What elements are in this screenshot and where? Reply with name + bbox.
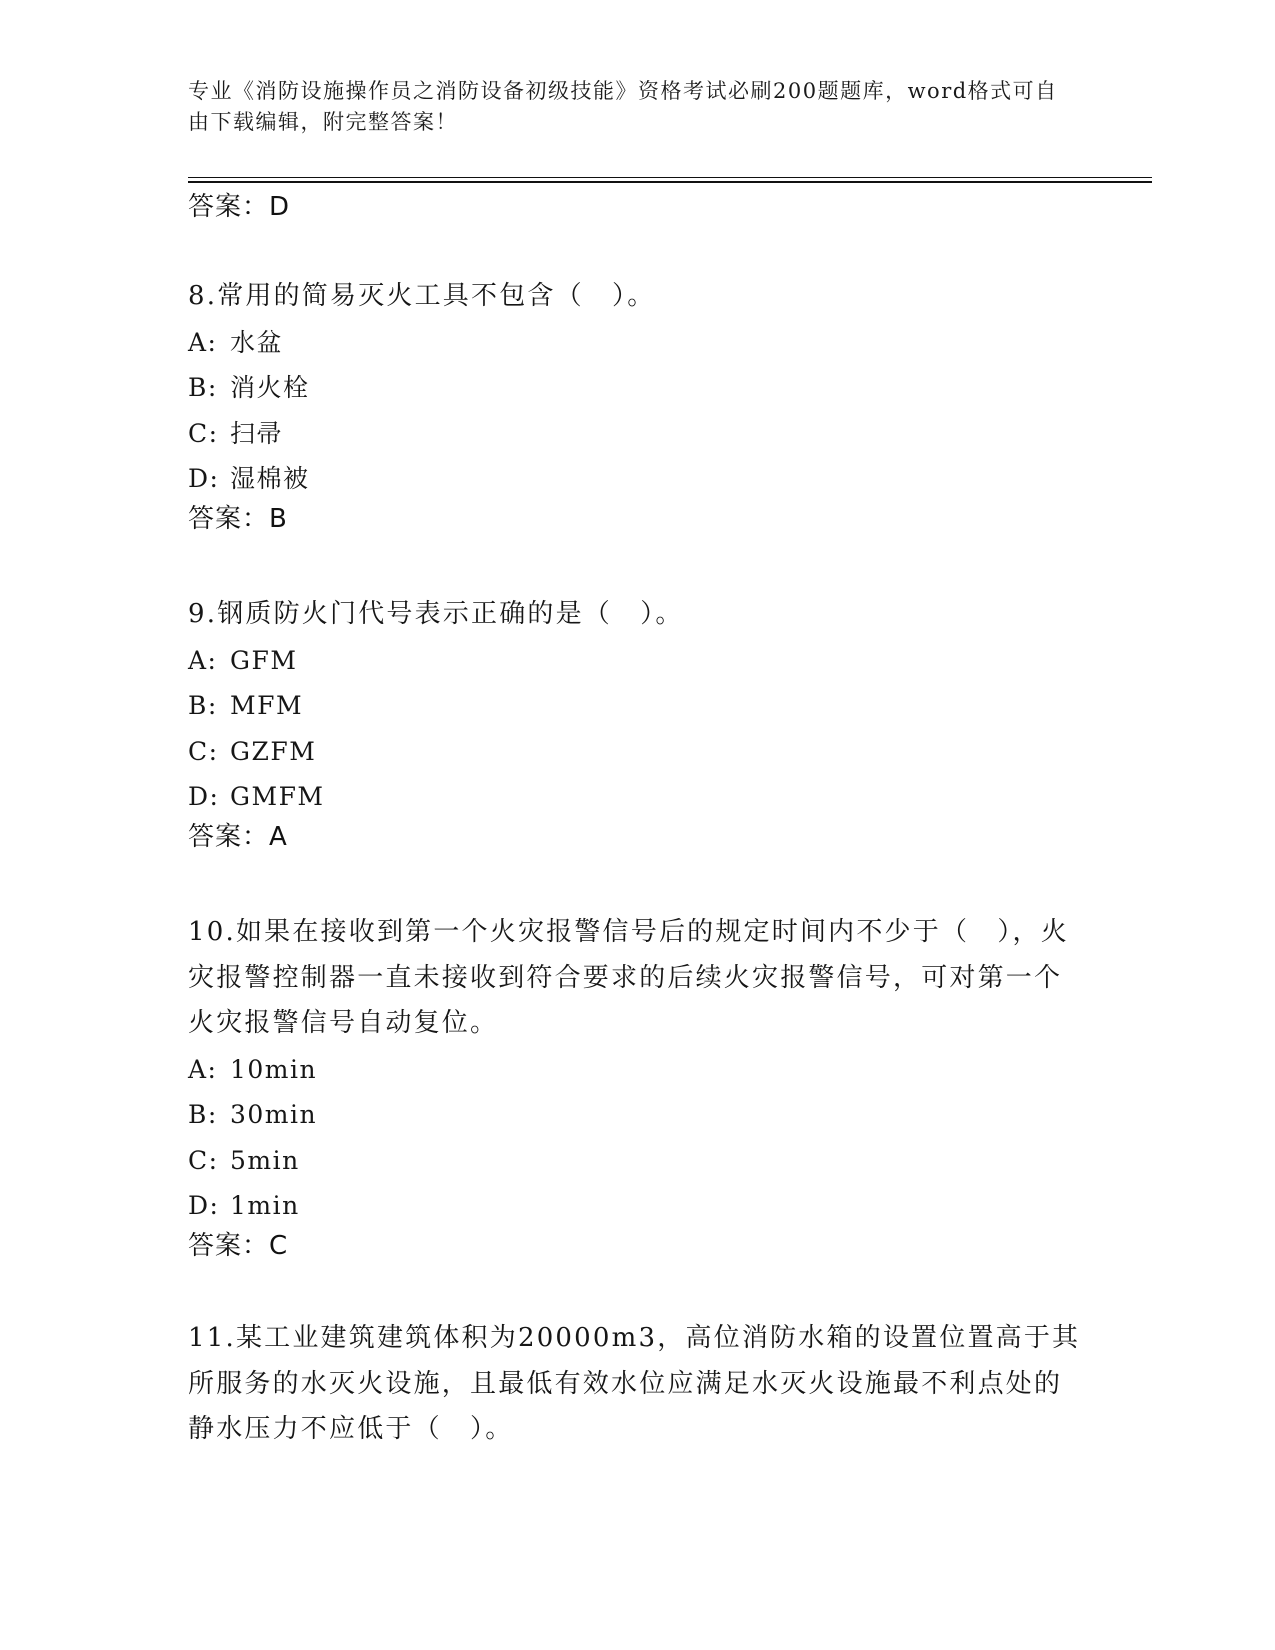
question-11 [188,1316,1088,1453]
answer: 答案：A [188,821,288,852]
option-text: 10min [230,1054,318,1084]
option-key: A: [188,327,218,357]
answer: 答案：C [188,1230,289,1261]
option-c [188,1138,1088,1184]
option-d [188,1183,1088,1229]
option-key: B: [188,373,218,402]
option-key: C: [188,418,219,448]
question-stem: 8.常用的简易灭火工具不包含（ ）。 [188,281,656,311]
option-key: A: [188,1054,218,1084]
header-divider-thick [188,181,1152,183]
question-stem: 9.钢质防火门代号表示正确的是（ ）。 [188,599,684,629]
question-9 [188,592,1088,854]
option-key: C: [188,736,219,766]
option-a [188,1047,1088,1093]
option-text: 30min [230,1100,318,1129]
option-text: 5min [230,1145,300,1175]
option-d [188,774,1088,820]
question-stem: 10.如果在接收到第一个火灾报警信号后的规定时间内不少于（ ），火灾报警控制器一直未接收到符合要求的后续火灾报警信号，可对第一个火灾报警信号自动复位。 [188,917,1069,1038]
option-text: 1min [230,1191,300,1220]
option-text: MFM [230,691,304,720]
option-b [188,683,1088,729]
option-key: C: [188,1145,219,1175]
question-8 [188,274,1088,536]
option-key: A: [188,645,218,675]
option-a [188,638,1088,684]
option-c [188,729,1088,775]
option-text: GMFM [230,782,325,811]
answer: 答案：B [188,503,288,534]
header-divider-thin [188,177,1152,178]
previous-answer: 答案：D [188,192,291,222]
option-key: D: [188,464,220,493]
option-text: 水盆 [230,327,284,357]
question-stem: 11.某工业建筑建筑体积为20000m3，高位消防水箱的设置位置高于其所服务的水灭火设施，且最低有效水位应满足水灭火设施最不利点处的静水压力不应低于（ ）。 [188,1323,1081,1444]
option-text: GFM [230,645,298,675]
option-key: B: [188,1100,218,1129]
document-header: 专业《消防设施操作员之消防设备初级技能》资格考试必刷200题题库，word格式可自由下载编辑，附完整答案！ [188,79,1058,134]
option-d [188,456,1088,502]
option-key: B: [188,691,218,720]
option-text: 扫帚 [230,418,284,448]
option-b [188,365,1088,411]
option-key: D: [188,1191,220,1220]
question-10 [188,910,1088,1263]
option-key: D: [188,782,220,811]
option-text: GZFM [230,736,317,766]
option-a [188,320,1088,366]
option-c [188,411,1088,457]
option-text: 消火栓 [230,373,310,402]
option-b [188,1092,1088,1138]
option-text: 湿棉被 [230,464,310,493]
